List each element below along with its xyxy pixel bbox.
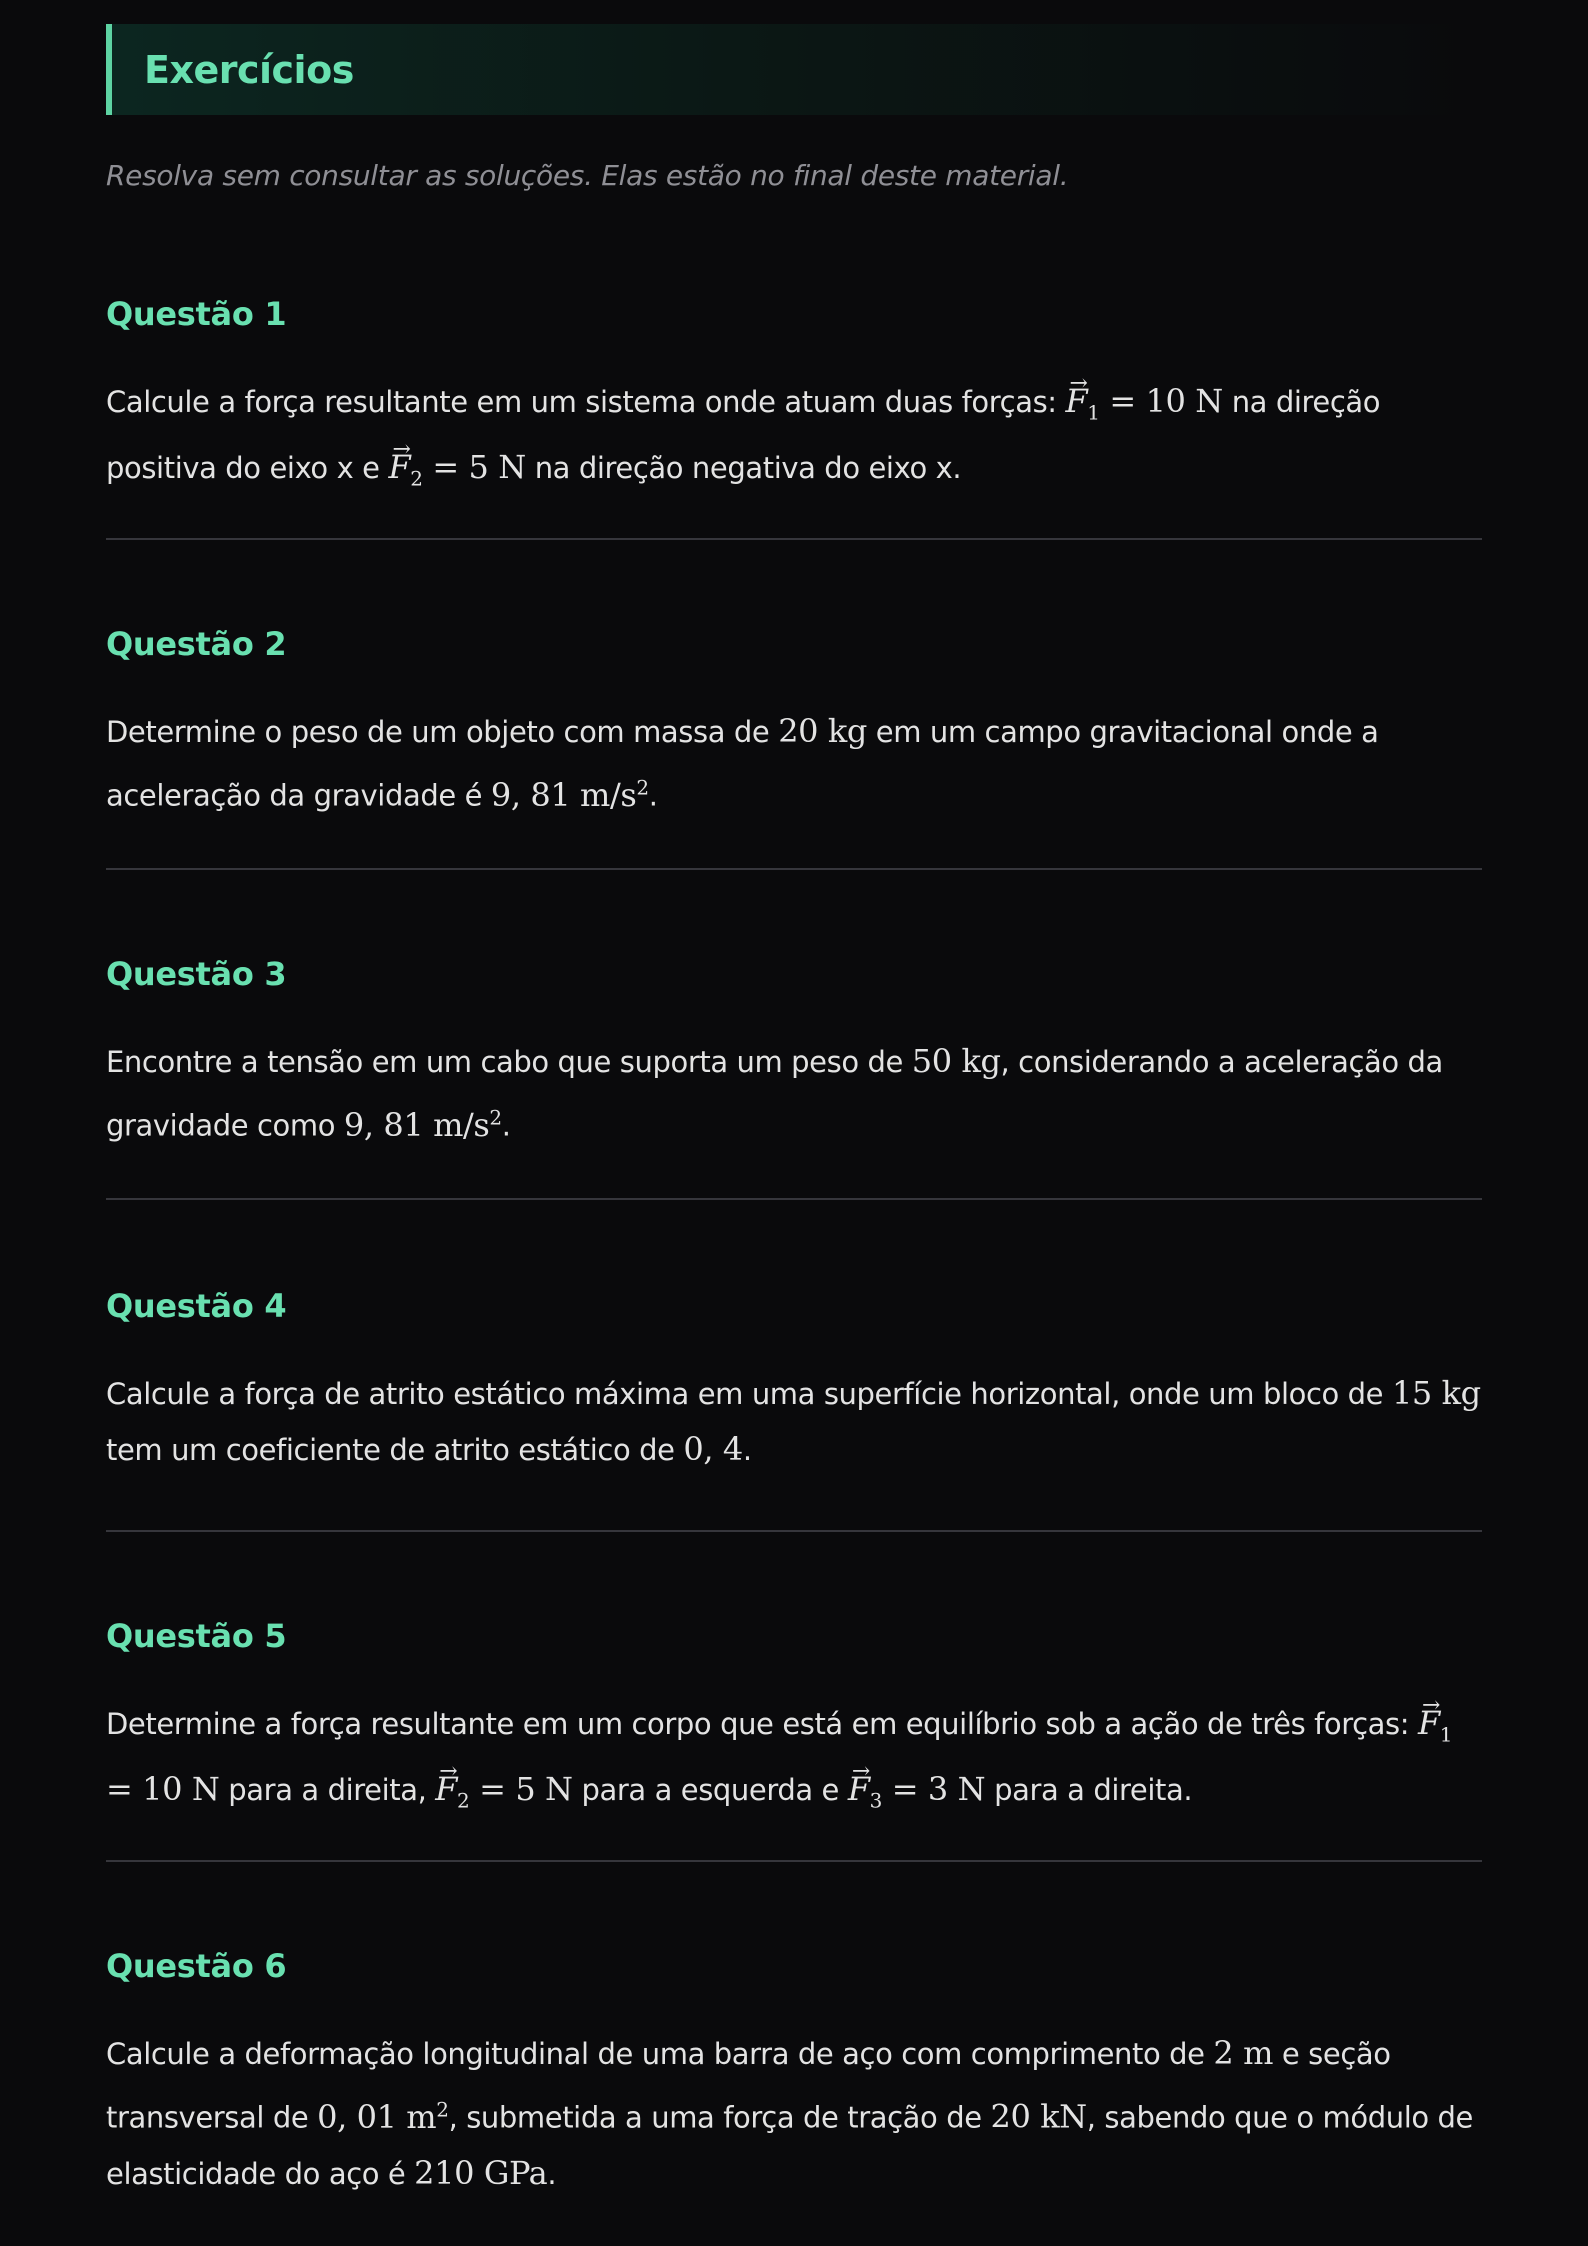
intro-note: Resolva sem consultar as soluções. Elas estão no final deste material. — [106, 159, 1069, 192]
text-run: , submetida a uma força de tração de — [448, 2100, 991, 2135]
math-expression: 20 kg — [778, 712, 867, 750]
math-value: = 3 N — [881, 1770, 986, 1809]
text-run: na direção positiva do eixo x e — [106, 385, 1381, 486]
vector-symbol: → F — [1418, 1696, 1440, 1751]
text-run: . — [742, 1433, 752, 1467]
subscript: 2 — [410, 466, 423, 491]
question-text — [106, 374, 1482, 507]
text-run: Determine o peso de um objeto com massa de — [106, 715, 779, 749]
text-run: e seção transversal de — [106, 2037, 1391, 2135]
text-run: . — [648, 778, 658, 813]
math-expression: 50 kg — [911, 1042, 1001, 1080]
math-expression — [847, 1770, 986, 1813]
math-value: = 5 N — [422, 448, 526, 487]
question-title: Questão 1 — [106, 295, 287, 333]
subscript: 1 — [1087, 400, 1100, 425]
question-text — [106, 704, 1482, 824]
text-run: na direção negativa do eixo x. — [525, 451, 962, 486]
question-text — [106, 1366, 1482, 1478]
subscript: 1 — [1439, 1722, 1453, 1747]
math-expression: 2 m — [1213, 2034, 1274, 2072]
math-value: 9, 81 m/s — [343, 1105, 490, 1144]
math-expression — [317, 2098, 448, 2136]
math-value: = 5 N — [469, 1770, 573, 1809]
question-title: Questão 5 — [106, 1617, 287, 1655]
divider — [106, 1198, 1482, 1200]
section-header — [106, 24, 1482, 115]
math-value: 9, 81 m/s — [490, 775, 637, 814]
divider — [106, 1860, 1482, 1862]
vector-symbol: → F — [435, 1762, 457, 1817]
section-title: Exercícios — [144, 47, 354, 92]
divider — [106, 868, 1482, 870]
vector-symbol: → F — [1065, 374, 1087, 429]
question-6 — [106, 1946, 1482, 2202]
math-expression — [491, 776, 649, 814]
question-title: Questão 2 — [106, 625, 287, 663]
question-5 — [106, 1616, 1482, 1829]
math-expression: 0, 4 — [683, 1430, 743, 1468]
superscript: 2 — [436, 2097, 449, 2121]
text-run: . — [501, 1108, 511, 1143]
subscript: 2 — [457, 1788, 470, 1813]
superscript: 2 — [636, 775, 649, 799]
vector-symbol: → F — [848, 1762, 870, 1817]
math-expression — [435, 1770, 573, 1813]
text-run: , sabendo que o módulo de elasticidade do aço é — [106, 2100, 1473, 2191]
question-title: Questão 4 — [106, 1287, 287, 1325]
question-3 — [106, 954, 1482, 1154]
question-1 — [106, 294, 1482, 507]
exercises-section — [106, 24, 1482, 2192]
math-expression: 210 GPa — [414, 2153, 548, 2192]
text-run: para a direita, — [219, 1773, 436, 1808]
text-run: Calcule a força de atrito estático máxima em uma superfície horizontal, onde um bloco de — [106, 1377, 1392, 1411]
text-run: Calcule a deformação longitudinal de uma barra de aço com comprimento de — [106, 2037, 1214, 2071]
question-text — [106, 1696, 1482, 1829]
superscript: 2 — [489, 1105, 502, 1129]
subscript: 3 — [869, 1788, 882, 1813]
text-run: para a direita. — [985, 1773, 1193, 1808]
divider — [106, 1530, 1482, 1532]
vector-symbol: → F — [388, 440, 410, 495]
divider — [106, 538, 1482, 540]
math-expression — [1065, 382, 1223, 425]
question-4 — [106, 1286, 1482, 1478]
text-run: Calcule a força resultante em um sistema onde atuam duas forças: — [106, 385, 1066, 419]
text-run: em um campo gravitacional onde a aceleração da gravidade é — [106, 715, 1379, 813]
text-run: , considerando a aceleração da gravidade como — [106, 1045, 1443, 1143]
text-run: Encontre a tensão em um cabo que suporta um peso de — [106, 1045, 912, 1079]
question-title: Questão 6 — [106, 1947, 287, 1985]
question-text — [106, 2026, 1482, 2202]
question-2 — [106, 624, 1482, 824]
question-title: Questão 3 — [106, 955, 287, 993]
math-value: = 10 N — [106, 1770, 220, 1809]
math-expression — [344, 1106, 502, 1144]
math-expression: 15 kg — [1391, 1374, 1481, 1412]
math-value: = 10 N — [1099, 382, 1223, 420]
text-run: tem um coeficiente de atrito estático de — [106, 1433, 684, 1467]
math-value: 0, 01 m — [317, 2097, 437, 2136]
text-run: . — [547, 2156, 557, 2191]
math-expression — [388, 448, 526, 491]
question-text — [106, 1034, 1482, 1154]
text-run: para a esquerda e — [572, 1773, 848, 1808]
math-expression: 20 kN — [990, 2097, 1087, 2136]
text-run: Determine a força resultante em um corpo que está em equilíbrio sob a ação de três forças: — [106, 1707, 1418, 1741]
